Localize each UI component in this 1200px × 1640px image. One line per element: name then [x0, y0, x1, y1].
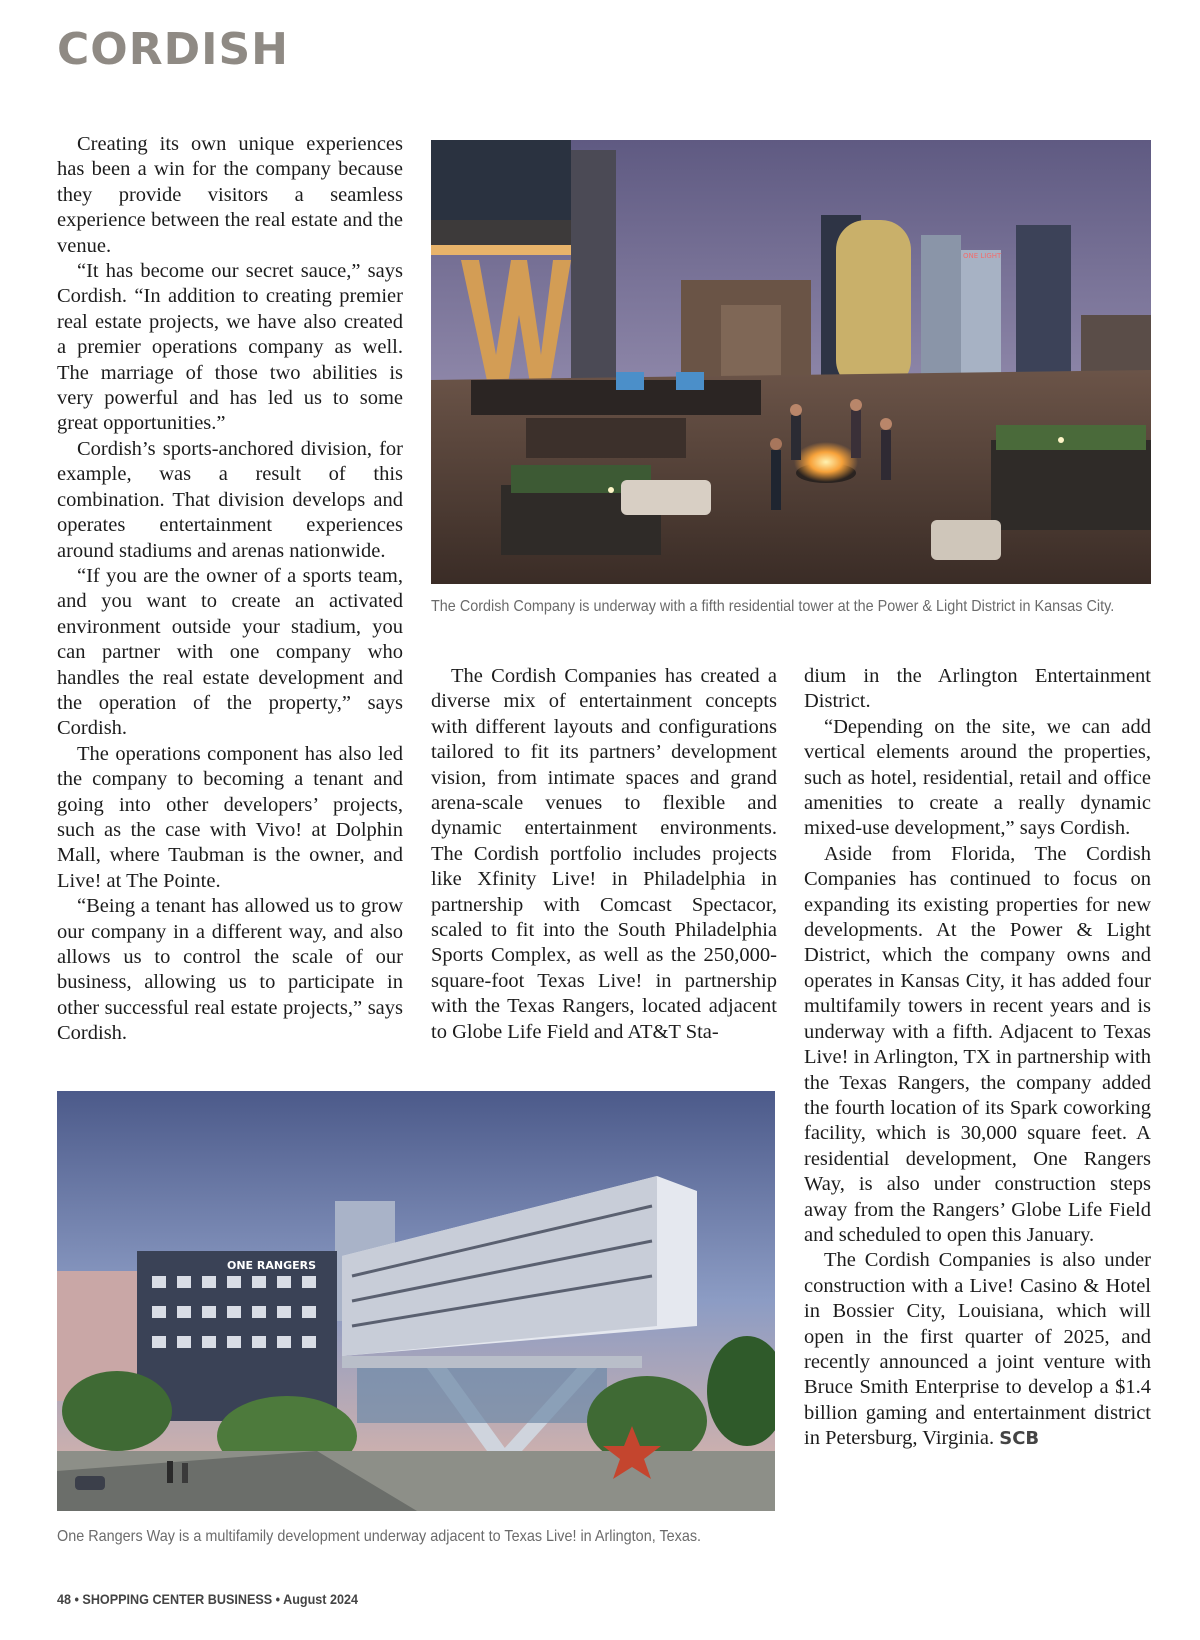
- paragraph: The operations component has also led the company to becoming a tenant and going into other developers’ projects, such as the case with Vivo! at Dolphin Mall, where Taubman is the owner, and Live! at The Pointe.: [57, 742, 403, 892]
- one-rangers-way-rendering: [57, 1091, 775, 1511]
- photo-caption: The Cordish Company is underway with a fifth residential tower at the Power & Light District in Kansas City.: [431, 598, 1115, 615]
- paragraph-text: The Cordish Companies is also under construction with a Live! Casino & Hotel in Bossier City, Louisiana, which will open in the first quarter of 2025, and recently announced a joint venture with Bruce Smith Enterprise to develop a $1.4 billion gaming and entertainment district in Petersburg, Virginia.: [804, 1249, 1151, 1450]
- article-column-middle: [431, 664, 777, 1045]
- end-mark: SCB: [999, 1428, 1040, 1450]
- paragraph: Creating its own unique experiences has been a win for the company because they provide visitors a seamless experience between the real estate and the venue.: [57, 133, 403, 257]
- paragraph: Cordish’s sports-anchored division, for example, was a result of this combination. That division develops and operates entertainment experiences around stadiums and arenas nationwide.: [57, 437, 403, 562]
- article-column-right: [804, 664, 1151, 1452]
- one-light-sign: ONE LIGHT: [963, 252, 1002, 260]
- section-title: CORDISH: [57, 24, 289, 75]
- one-rangers-sign: ONE RANGERS: [227, 1259, 317, 1272]
- page-footer: 48 • SHOPPING CENTER BUSINESS • August 2024: [57, 1591, 359, 1607]
- paragraph: The Cordish Companies has created a diverse mix of entertainment concepts with different layouts and configurations tailored to fit its partners’ development vision, from intimate spaces and grand arena-scale venues to flexible and dynamic entertainment environments. The Cordish portfolio includes projects like Xfinity Live! in Philadelphia in partnership with Comcast Spectacor, scaled to fit into the South Philadelphia Sports Complex, as well as the 250,000-square-foot Texas Live! in partnership with the Texas Rangers, located adjacent to Globe Life Field and AT&T Sta-: [431, 665, 777, 1043]
- paragraph: “Being a tenant has allowed us to grow our company in a different way, and also allows us to control the scale of our business, allowing us to participate in other successful real estate projects,” says Cordish.: [57, 895, 403, 1045]
- photo-caption: One Rangers Way is a multifamily development underway adjacent to Texas Live! in Arlington, Texas.: [57, 1528, 702, 1545]
- paragraph: Aside from Florida, The Cordish Companies has continued to focus on expanding its existing properties for new developments. At the Power & Light District, which the company owns and operates in Kansas City, it has added four multifamily towers in recent years and is underway with a fifth. Adjacent to Texas Live! in Arlington, TX in partnership with the Texas Rangers, the company added the fourth location of its Spark coworking facility, which is 30,000 square feet. A residential development, One Rangers Way, is also under construction steps away from the Rangers’ Globe Life Field and scheduled to open this January.: [804, 842, 1151, 1246]
- paragraph: “It has become our secret sauce,” says Cordish. “In addition to creating premier real estate projects, we have also created a premier operations company as well. The marriage of those two abilities is very powerful and has led us to some great opportunities.”: [57, 260, 403, 435]
- paragraph: “Depending on the site, we can add vertical elements around the properties, such as hotel, residential, retail and office amenities to create a really dynamic mixed-use development,” says Cordish.: [804, 715, 1151, 840]
- paragraph: [804, 1248, 1151, 1451]
- rooftop-terrace-photo: [431, 140, 1151, 584]
- article-column-left: [57, 132, 403, 1047]
- paragraph: “If you are the owner of a sports team, and you want to create an activated environment outside your stadium, you can partner with one company who handles the real estate development and the operation of the property,” says Cordish.: [57, 564, 403, 740]
- paragraph: dium in the Arlington Entertainment District.: [804, 665, 1151, 713]
